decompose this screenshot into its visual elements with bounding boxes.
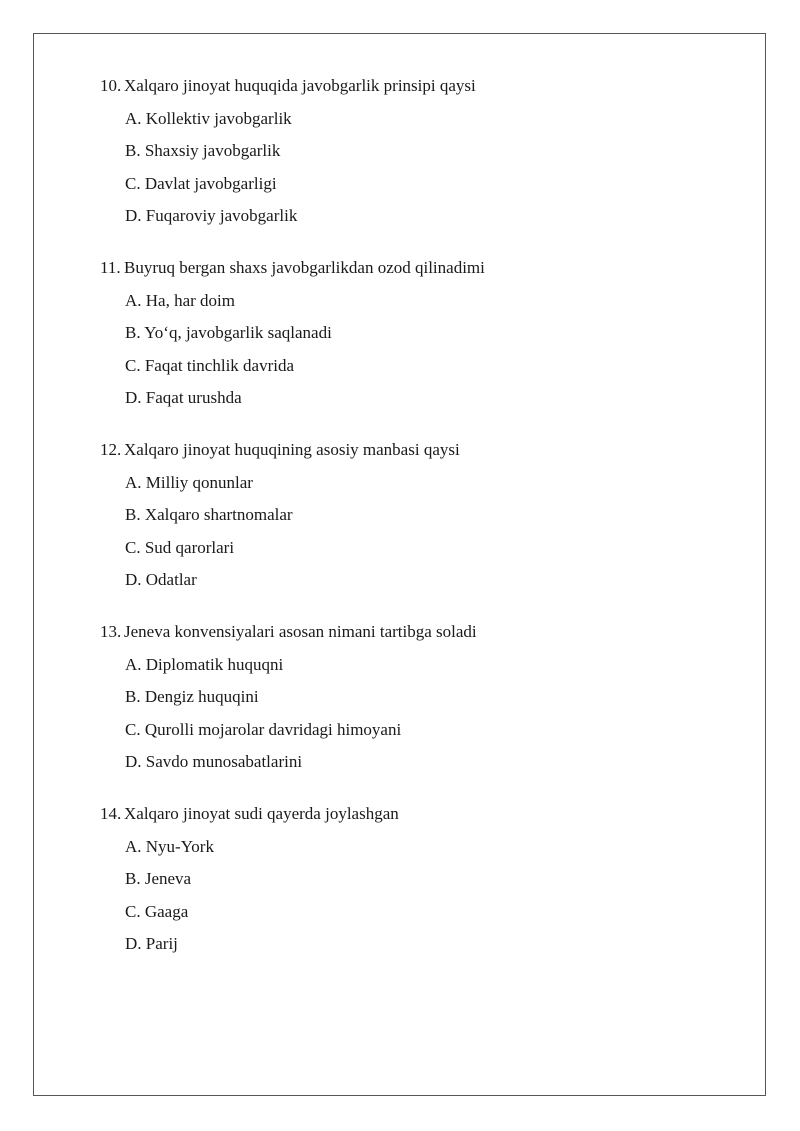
option-d: D. Savdo munosabatlarini: [125, 752, 303, 771]
question-number: 10.: [100, 76, 122, 95]
option-d: D. Odatlar: [125, 570, 197, 589]
question-label: Buyruq bergan shaxs javobgarlikdan ozod qilinadimi: [124, 258, 485, 277]
question-number: 11.: [100, 258, 121, 277]
question-number: 12.: [100, 440, 122, 459]
question-label: Xalqaro jinoyat sudi qayerda joylashgan: [124, 804, 399, 823]
option-b: B. Shaxsiy javobgarlik: [125, 141, 281, 160]
question-label: Xalqaro jinoyat huquqida javobgarlik prinsipi qaysi: [124, 76, 476, 95]
question-14: [100, 804, 740, 954]
question-10: [100, 76, 740, 226]
option-b: B. Yo‘q, javobgarlik saqlanadi: [125, 323, 332, 342]
option-c: C. Gaaga: [125, 901, 189, 921]
question-list: [100, 76, 740, 986]
option-a: A. Nyu-York: [125, 836, 214, 856]
question-13: [100, 622, 740, 772]
option-c: C. Sud qarorlari: [125, 537, 235, 557]
option-c: C. Davlat javobgarligi: [125, 173, 277, 193]
question-number: 13.: [100, 622, 122, 641]
question-text: [100, 804, 740, 824]
option-b: B. Jeneva: [125, 869, 192, 888]
option-a: A. Diplomatik huquqni: [125, 654, 284, 674]
question-text: [100, 258, 740, 278]
option-a: A. Kollektiv javobgarlik: [125, 108, 292, 128]
question-label: Xalqaro jinoyat huquqining asosiy manbasi qaysi: [124, 440, 460, 459]
question-12: [100, 440, 740, 590]
option-b: B. Xalqaro shartnomalar: [125, 505, 293, 524]
question-number: 14.: [100, 804, 122, 823]
option-b: B. Dengiz huquqini: [125, 687, 259, 706]
option-d: D. Parij: [125, 934, 178, 953]
question-text: [100, 622, 740, 642]
option-c: C. Qurolli mojarolar davridagi himoyani: [125, 719, 402, 739]
option-d: D. Fuqaroviy javobgarlik: [125, 206, 298, 225]
option-c: C. Faqat tinchlik davrida: [125, 355, 295, 375]
question-label: Jeneva konvensiyalari asosan nimani tartibga soladi: [124, 622, 477, 641]
question-text: [100, 76, 740, 96]
question-11: [100, 258, 740, 408]
option-d: D. Faqat urushda: [125, 388, 242, 407]
question-text: [100, 440, 740, 460]
option-a: A. Milliy qonunlar: [125, 472, 253, 492]
option-a: A. Ha, har doim: [125, 290, 236, 310]
